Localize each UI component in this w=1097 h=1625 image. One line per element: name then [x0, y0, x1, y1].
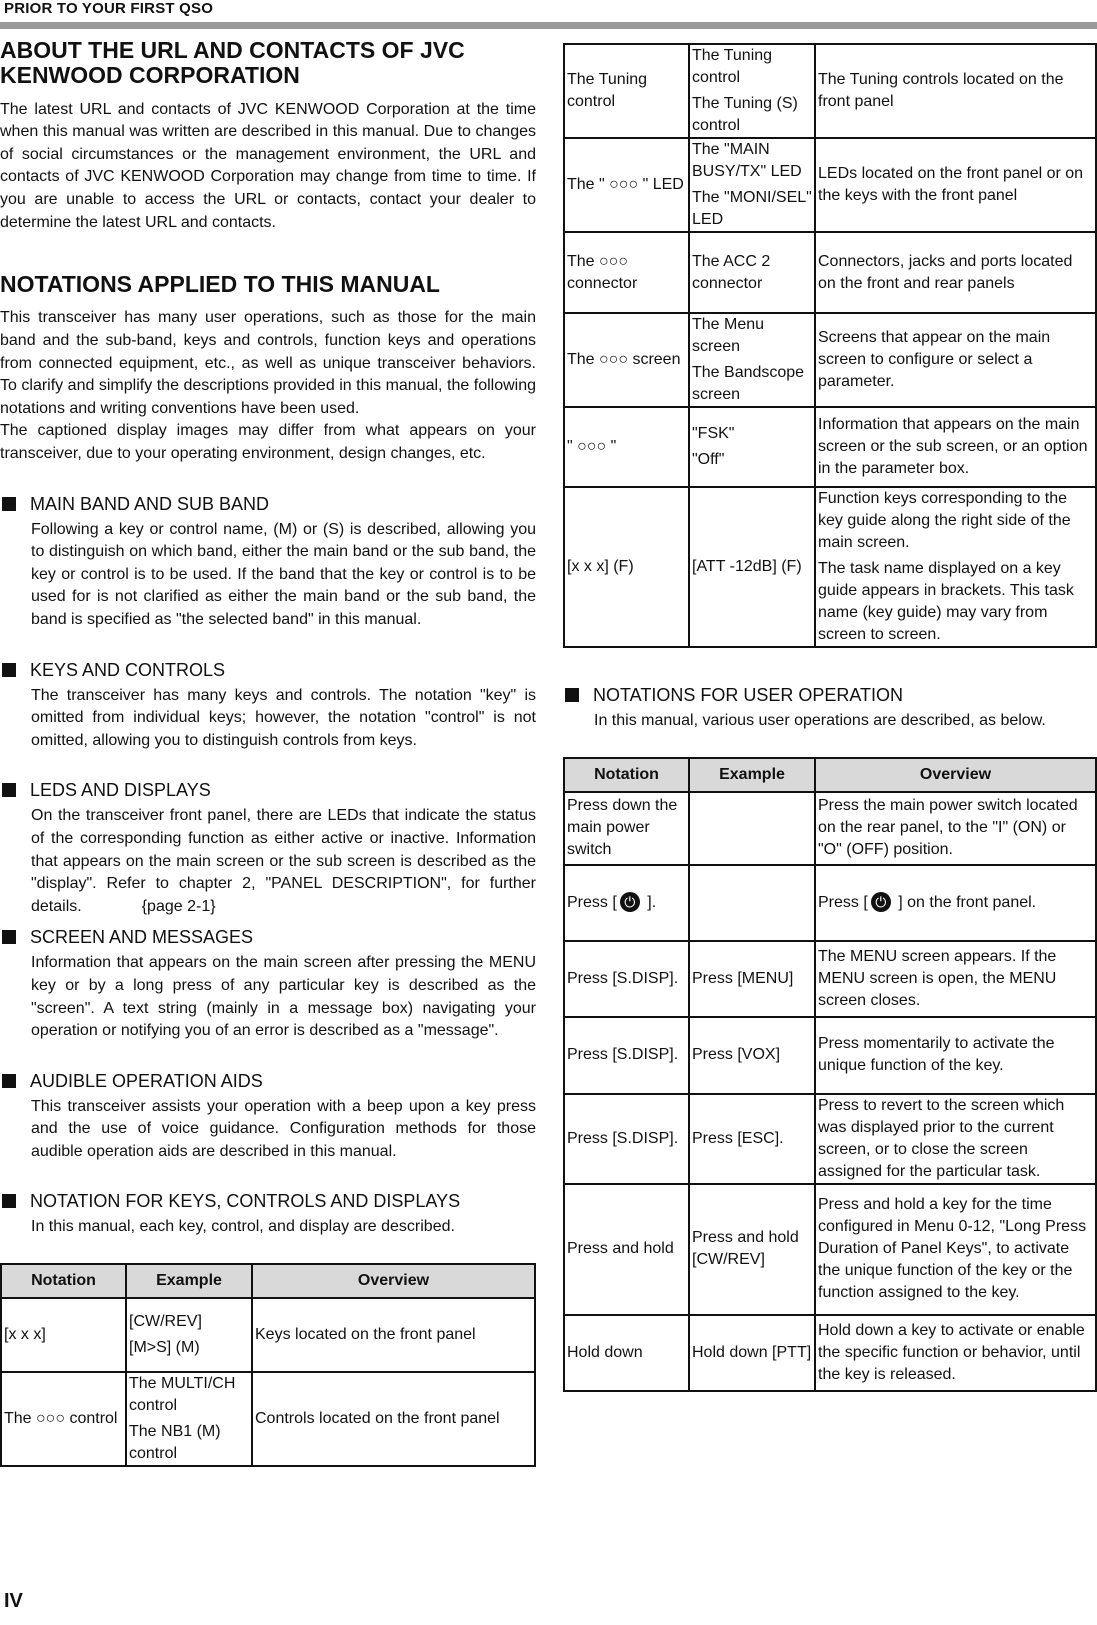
section-body: Following a key or control name, (M) or (S) is described, allowing you to distinguish on which band, either the main band or the sub band, the key or control is to be used. If the band that the key or control is to be used for is not clarified as either the main band or the sub band, the band is specified as "the selected band" in this manual. [31, 520, 536, 628]
square-bullet-icon [2, 1194, 16, 1208]
table-row [564, 1094, 1096, 1184]
section-title: NOTATION FOR KEYS, CONTROLS AND DISPLAYS [30, 1191, 461, 1212]
notations-heading: NOTATIONS APPLIED TO THIS MANUAL [0, 271, 440, 298]
power-icon: ⏻ [620, 892, 640, 912]
cell-overview: The MENU screen appears. If the MENU screen is open, the MENU screen closes. [815, 941, 1096, 1017]
cell-notation: Press [S.DISP]. [564, 941, 689, 1017]
table-row [564, 407, 1096, 487]
cell-notation: The ○○○ connector [564, 232, 689, 313]
cell-notation: [x x x] [1, 1298, 126, 1372]
right-column [563, 43, 1097, 1392]
section-keys [0, 659, 536, 753]
notations-body-2: The captioned display images may differ from what appears on your transceiver, due to your operating environment, design changes, etc. [0, 422, 536, 463]
table-row [564, 313, 1096, 407]
col-header-example: Example [126, 1264, 252, 1298]
cell-notation: Press [S.DISP]. [564, 1094, 689, 1184]
cell-example [689, 865, 815, 941]
section-title: LEDS AND DISPLAYS [30, 780, 211, 801]
cell-overview: Press [ ⏻ ] on the front panel. [815, 865, 1096, 941]
square-bullet-icon [2, 783, 16, 797]
section-title: NOTATIONS FOR USER OPERATION [593, 685, 904, 705]
cell-overview: Hold down a key to activate or enable the specific function or behavior, until the key is released. [815, 1315, 1096, 1391]
col-header-overview: Overview [815, 758, 1096, 792]
cell-example: The Tuning control The Tuning (S) control [689, 44, 815, 138]
cell-notation: The ○○○ control [1, 1372, 126, 1466]
section-body: In this manual, each key, control, and display are described. [31, 1218, 455, 1236]
col-header-overview: Overview [252, 1264, 535, 1298]
square-bullet-icon [2, 1074, 16, 1088]
section-title: AUDIBLE OPERATION AIDS [30, 1070, 263, 1091]
table-row [564, 138, 1096, 232]
cell-example: Press [MENU] [689, 941, 815, 1017]
col-header-notation: Notation [1, 1264, 126, 1298]
section-main-band [0, 493, 536, 632]
keys-table-part-1 [0, 1263, 536, 1467]
table-row [564, 792, 1096, 865]
cell-example: Hold down [PTT] [689, 1315, 815, 1391]
section-body: In this manual, various user operations are described, as below. [594, 712, 1046, 729]
cell-overview: Press to revert to the screen which was displayed prior to the current screen, or to close the screen assigned for the particular task. [815, 1094, 1096, 1184]
table-row [1, 1298, 535, 1372]
square-bullet-icon [2, 663, 16, 677]
section-user-op [563, 684, 1097, 733]
cell-notation: Press [S.DISP]. [564, 1017, 689, 1094]
cell-notation: The ○○○ screen [564, 313, 689, 407]
cell-overview: Press the main power switch located on the rear panel, to the "I" (ON) or "O" (OFF) position. [815, 792, 1096, 865]
section-screen [0, 926, 536, 1042]
section-title: MAIN BAND AND SUB BAND [30, 493, 270, 514]
table-row [564, 1315, 1096, 1391]
cell-notation: The " ○○○ " LED [564, 138, 689, 232]
section-leds [0, 779, 536, 918]
table-row [564, 487, 1096, 647]
header-rule [0, 22, 1097, 29]
table-row [564, 232, 1096, 313]
cell-example [689, 792, 815, 865]
cell-example: "FSK" "Off" [689, 407, 815, 487]
cell-example: Press [VOX] [689, 1017, 815, 1094]
ops-table [563, 757, 1097, 1392]
cell-overview: Press and hold a key for the time configured in Menu 0-12, "Long Press Duration of Panel Keys", to activate the unique function of the key or the function assigned to the key. [815, 1184, 1096, 1315]
cell-notation: Press and hold [564, 1184, 689, 1315]
cell-notation: [x x x] (F) [564, 487, 689, 647]
power-icon: ⏻ [871, 892, 891, 912]
cell-notation: Press down the main power switch [564, 792, 689, 865]
cell-overview: Screens that appear on the main screen to configure or select a parameter. [815, 313, 1096, 407]
cell-notation: " ○○○ " [564, 407, 689, 487]
cell-overview: LEDs located on the front panel or on the keys with the front panel [815, 138, 1096, 232]
notations-body-1: This transceiver has many user operations, such as those for the main band and the sub-band, keys and controls, function keys and operations from connected equipment, etc., as well as unique transceiver behaviors. To clarify and simplify the descriptions provided in this manual, the following notations and writing conventions have been used. [0, 309, 536, 417]
section-body: Information that appears on the main screen after pressing the MENU key or by a long press of any particular key is described as the "screen". A text string (mainly in a message box) navigating your operation or notifying you of an error is described as a "message". [31, 954, 536, 1040]
table-row [564, 1017, 1096, 1094]
cell-example: The Menu screen The Bandscope screen [689, 313, 815, 407]
table-row [564, 865, 1096, 941]
section-title: KEYS AND CONTROLS [30, 659, 226, 680]
cell-example: The "MAIN BUSY/TX" LED The "MONI/SEL" LED [689, 138, 815, 232]
cell-example: [ATT -12dB] (F) [689, 487, 815, 647]
table-row [564, 941, 1096, 1017]
cell-example: The ACC 2 connector [689, 232, 815, 313]
about-body: The latest URL and contacts of JVC KENWOOD Corporation at the time when this manual was written are described in this manual. Due to changes of social circumstances or the management environment, the URL and contacts of JVC KENWOOD Corporation may change from time to time. If you are unable to access the URL or contacts, contact your dealer to determine the latest URL and contacts. [0, 100, 536, 231]
page-reference[interactable]: {page 2-1} [141, 897, 216, 915]
section-body: The transceiver has many keys and controls. The notation "key" is omitted from individual keys; however, the notation "control" is not omitted, allowing you to distinguish controls from keys. [31, 686, 536, 749]
cell-example: [CW/REV] [M>S] (M) [126, 1298, 252, 1372]
cell-overview: Controls located on the front panel [252, 1372, 535, 1466]
running-header: PRIOR TO YOUR FIRST QSO [4, 0, 214, 17]
about-heading: ABOUT THE URL AND CONTACTS OF JVC KENWOOD CORPORATION [0, 37, 465, 89]
table-row [1, 1372, 535, 1466]
cell-overview: Press momentarily to activate the unique function of the key. [815, 1017, 1096, 1094]
section-title: SCREEN AND MESSAGES [30, 927, 254, 948]
section-body: This transceiver assists your operation with a beep upon a key press and the use of voice guidance. Configuration methods for those audible operation aids are described in this manual. [31, 1097, 536, 1160]
cell-overview: Information that appears on the main screen or the sub screen, or an option in the parameter box. [815, 407, 1096, 487]
table-row [564, 44, 1096, 138]
cell-notation: The Tuning control [564, 44, 689, 138]
col-header-notation: Notation [564, 758, 689, 792]
cell-notation: Press [ ⏻ ]. [564, 865, 689, 941]
square-bullet-icon [2, 497, 16, 511]
cell-example: Press and hold [CW/REV] [689, 1184, 815, 1315]
cell-example: The MULTI/CH control The NB1 (M) control [126, 1372, 252, 1466]
table-row [564, 1184, 1096, 1315]
cell-overview: Keys located on the front panel [252, 1298, 535, 1372]
square-bullet-icon [2, 930, 16, 944]
cell-overview: The Tuning controls located on the front panel [815, 44, 1096, 138]
cell-overview: Connectors, jacks and ports located on the front and rear panels [815, 232, 1096, 313]
cell-example: Press [ESC]. [689, 1094, 815, 1184]
col-header-example: Example [689, 758, 815, 792]
cell-notation: Hold down [564, 1315, 689, 1391]
keys-table-part-2 [563, 43, 1097, 648]
section-notation-keys [0, 1190, 536, 1239]
section-audible [0, 1070, 536, 1164]
square-bullet-icon [565, 688, 579, 702]
section-body: On the transceiver front panel, there are LEDs that indicate the status of the corresponding function as either active or inactive. Information that appears on the main screen or the sub screen is described as the "display". Refer to chapter 2, "PANEL DESCRIPTION", for further details. {page 2-1} [31, 807, 536, 915]
page-number: IV [4, 1590, 23, 1612]
left-column [0, 38, 536, 1467]
cell-overview: Function keys corresponding to the key guide along the right side of the main screen. The task name displayed on a key guide appears in brackets. This task name (key guide) may vary from screen to screen. [815, 487, 1096, 647]
